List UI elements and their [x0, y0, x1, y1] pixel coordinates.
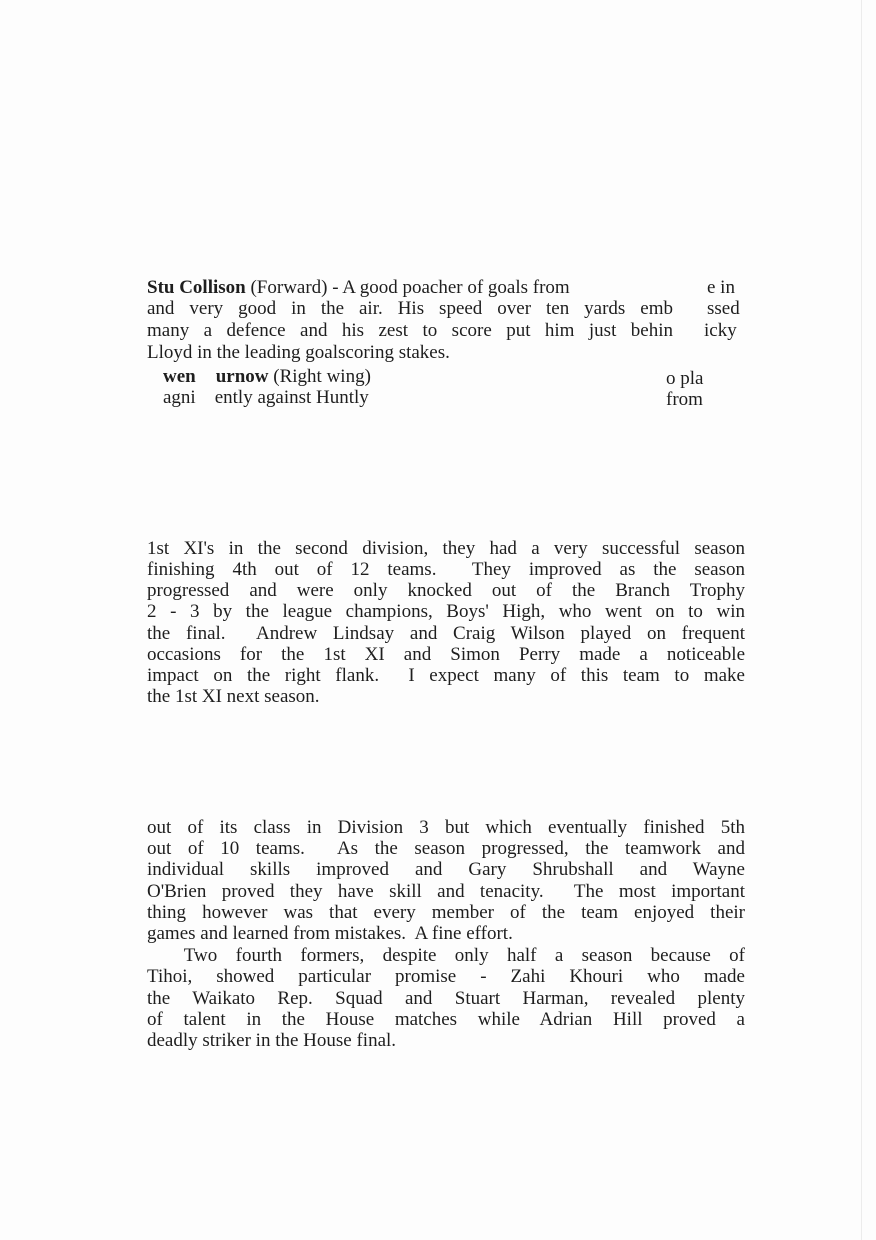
turnow-line-1 [163, 366, 371, 387]
third-xi-line-6: games and learned from mistakes. A fine effort. [147, 923, 513, 944]
turnow-line-2-right: from [666, 389, 703, 410]
turnow-position: (Right wing) [268, 366, 371, 387]
second-xi-line: 2 - 3 by the league champions, Boys' High, who went on to win [147, 601, 745, 622]
collison-line-2-right: ssed [707, 298, 740, 319]
collison-line-2: and very good in the air. His speed over ten yards emb [147, 298, 673, 319]
third-xi-line: O'Brien proved they have skill and tenacity. The most important [147, 881, 745, 902]
turnow-line-2-b: ently against Huntly [214, 387, 369, 408]
second-xi-line: finishing 4th out of 12 teams. They improved as the season [147, 559, 745, 580]
second-xi-line: the final. Andrew Lindsay and Craig Wilson played on frequent [147, 623, 745, 644]
turnow-line-2-a: agni [163, 387, 196, 408]
collison-line-3: many a defence and his zest to score put him just behin [147, 320, 673, 341]
second-xi-line: 1st XI's in the second division, they had a very successful season [147, 538, 745, 559]
collison-line-1-text: (Forward) - A good poacher of goals from [245, 277, 570, 298]
third-xi-line: out of 10 teams. As the season progressed, the teamwork and [147, 838, 745, 859]
collison-line-1-right: e in [707, 277, 735, 298]
second-xi-line: occasions for the 1st XI and Simon Perry made a noticeable [147, 644, 745, 665]
third-xi-para2-line: Two fourth formers, despite only half a season because of [147, 945, 746, 966]
turnow-line-1-right: o pla [666, 368, 704, 389]
third-xi-para2-line: of talent in the House matches while Adrian Hill proved a [147, 1009, 745, 1030]
second-xi-last-line: the 1st XI next season. [147, 686, 320, 707]
third-xi-para2-line: the Waikato Rep. Squad and Stuart Harman, revealed plenty [147, 988, 745, 1009]
collison-line-3-right: icky [704, 320, 737, 341]
second-xi-line: impact on the right flank. I expect many of this team to make [147, 665, 745, 686]
collison-line-4: Lloyd in the leading goalscoring stakes. [147, 342, 450, 363]
second-xi-line: progressed and were only knocked out of the Branch Trophy [147, 580, 745, 601]
third-xi-line: individual skills improved and Gary Shrubshall and Wayne [147, 859, 745, 880]
player-name-collison: Stu Collison [147, 277, 246, 298]
third-xi-line: thing however was that every member of the team enjoyed their [147, 902, 745, 923]
third-xi-para2-line: Tihoi, showed particular promise - Zahi Khouri who made [147, 966, 745, 987]
turnow-line-2 [163, 387, 369, 408]
third-xi-last-line: deadly striker in the House final. [147, 1030, 397, 1051]
player-name-fragment-b: urnow [215, 366, 269, 387]
page-edge [861, 0, 862, 1240]
collison-line-1 [147, 277, 570, 298]
third-xi-line: out of its class in Division 3 but which eventually finished 5th [147, 817, 745, 838]
player-name-fragment-a: wen [163, 366, 196, 387]
